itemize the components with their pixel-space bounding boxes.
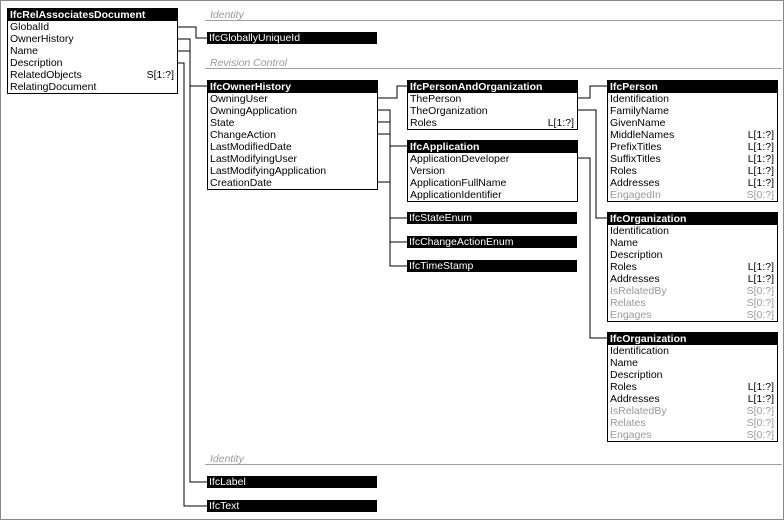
organization-entity-2[interactable] [607,332,778,442]
attribute-is-related-by[interactable]: IsRelatedBy S[0:?] [610,405,774,417]
type-label[interactable]: IfcLabel [207,476,377,488]
attribute-identification[interactable]: Identification [610,93,669,105]
entity-title: IfcApplication [408,141,577,153]
attribute-related-objects[interactable]: RelatedObjects S[1:?] [10,69,174,81]
attribute-engages[interactable]: Engages S[0:?] [610,309,774,321]
attribute-the-person[interactable]: ThePerson [410,93,462,105]
type-globally-unique-id[interactable]: IfcGloballyUniqueId [207,32,377,44]
entity-title: IfcPersonAndOrganization [408,81,577,93]
attribute-identification[interactable]: Identification [610,225,669,237]
attribute-owning-user[interactable]: OwningUser [210,93,268,105]
attribute-last-modifying-application[interactable]: LastModifyingApplication [210,165,327,177]
attribute-global-id[interactable]: GlobalId [10,21,50,33]
person-entity[interactable] [607,80,778,202]
section-label-revision-control: Revision Control [210,57,288,69]
attribute-state[interactable]: State [210,117,235,129]
attribute-engaged-in[interactable]: EngagedIn S[0:?] [610,189,774,201]
attribute-change-action[interactable]: ChangeAction [210,129,276,141]
attribute-addresses[interactable]: Addresses L[1:?] [610,273,774,285]
entity-title: IfcOwnerHistory [208,81,377,93]
attribute-owning-application[interactable]: OwningApplication [210,105,297,117]
attribute-addresses[interactable]: Addresses L[1:?] [610,393,774,405]
attribute-creation-date[interactable]: CreationDate [210,177,272,189]
organization-entity-1[interactable] [607,212,778,322]
attribute-name[interactable]: Name [10,45,39,57]
attribute-relates[interactable]: Relates S[0:?] [610,417,774,429]
entity-title: IfcOrganization [608,213,777,225]
owner-history-entity[interactable] [207,80,378,190]
entity-title: IfcRelAssociatesDocument [8,9,177,21]
type-text[interactable]: IfcText [207,500,377,512]
application-entity[interactable] [407,140,578,202]
attribute-version[interactable]: Version [410,165,446,177]
attribute-name[interactable]: Name [610,237,639,249]
attribute-description[interactable]: Description [10,57,63,69]
attribute-application-full-name[interactable]: ApplicationFullName [410,177,507,189]
attribute-roles[interactable]: Roles L[1:?] [610,261,774,273]
attribute-family-name[interactable]: FamilyName [610,105,669,117]
type-state-enum[interactable]: IfcStateEnum [407,212,577,224]
attribute-owner-history[interactable]: OwnerHistory [10,33,74,45]
rel-associates-document-entity[interactable] [7,8,178,94]
attribute-suffix-titles[interactable]: SuffixTitles L[1:?] [610,153,774,165]
attribute-roles[interactable]: Roles L[1:?] [610,165,774,177]
attribute-relates[interactable]: Relates S[0:?] [610,297,774,309]
type-change-action-enum[interactable]: IfcChangeActionEnum [407,236,577,248]
attribute-application-identifier[interactable]: ApplicationIdentifier [410,189,502,201]
attribute-relating-document[interactable]: RelatingDocument [10,81,97,93]
attribute-middle-names[interactable]: MiddleNames L[1:?] [610,129,774,141]
attribute-the-organization[interactable]: TheOrganization [410,105,488,117]
section-label-identity-top: Identity [210,9,244,21]
entity-title: IfcOrganization [608,333,777,345]
attribute-is-related-by[interactable]: IsRelatedBy S[0:?] [610,285,774,297]
section-label-identity-bottom: Identity [210,453,244,465]
attribute-description[interactable]: Description [610,369,663,381]
type-timestamp[interactable]: IfcTimeStamp [407,260,577,272]
entity-title: IfcPerson [608,81,777,93]
attribute-prefix-titles[interactable]: PrefixTitles L[1:?] [610,141,774,153]
person-and-organization-entity[interactable] [407,80,578,130]
attribute-name[interactable]: Name [610,357,639,369]
attribute-addresses[interactable]: Addresses L[1:?] [610,177,774,189]
attribute-description[interactable]: Description [610,249,663,261]
attribute-last-modified-date[interactable]: LastModifiedDate [210,141,292,153]
attribute-given-name[interactable]: GivenName [610,117,666,129]
attribute-roles[interactable]: Roles L[1:?] [410,117,574,129]
attribute-identification[interactable]: Identification [610,345,669,357]
attribute-application-developer[interactable]: ApplicationDeveloper [410,153,510,165]
attribute-engages[interactable]: Engages S[0:?] [610,429,774,441]
attribute-roles[interactable]: Roles L[1:?] [610,381,774,393]
attribute-last-modifying-user[interactable]: LastModifyingUser [210,153,297,165]
